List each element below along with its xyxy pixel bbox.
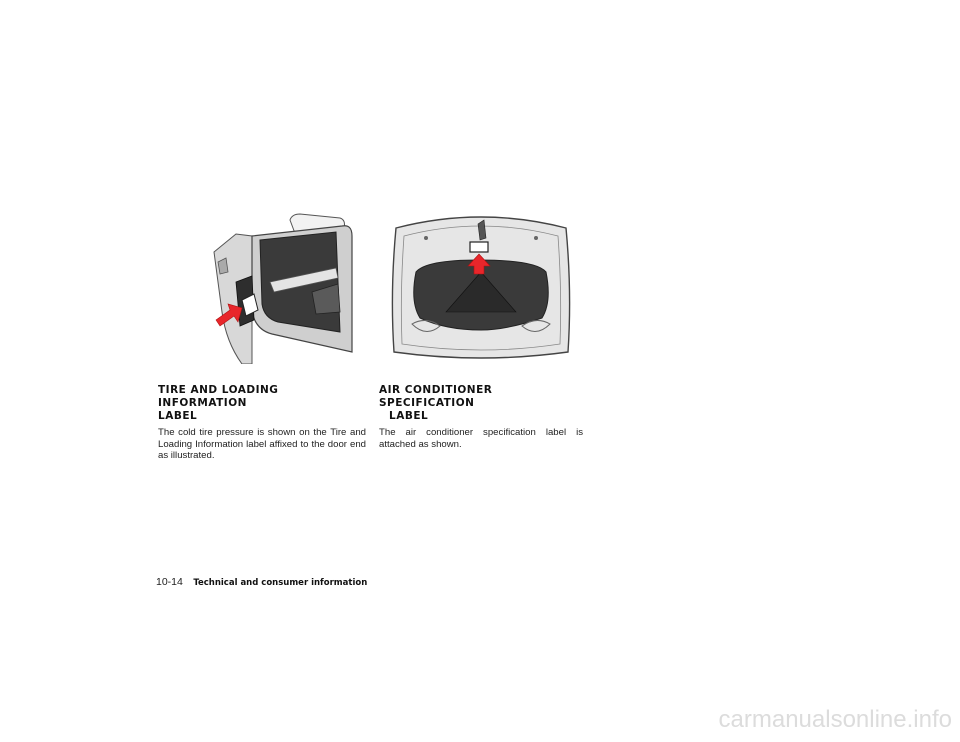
- page-footer: [156, 572, 367, 590]
- hood-label-illustration: [386, 212, 576, 362]
- ac-spec-section: [379, 384, 583, 450]
- door-label-illustration: [212, 212, 354, 364]
- ac-spec-body: The air conditioner specification label is attached as shown.: [379, 427, 583, 450]
- tire-loading-section: [158, 384, 366, 462]
- page-number: 10-14: [156, 576, 183, 588]
- ac-heading-line1: AIR CONDITIONER SPECIFICATION: [379, 384, 493, 409]
- tire-loading-body: The cold tire pressure is shown on the Tire and Loading Information label affixed to the door end as illustrated.: [158, 427, 366, 462]
- tire-loading-heading: [158, 384, 366, 423]
- tire-heading-line2: LABEL: [158, 410, 198, 422]
- page-section-title: Technical and consumer information: [193, 578, 368, 588]
- tire-heading-line1: TIRE AND LOADING INFORMATION: [158, 384, 279, 409]
- ac-heading-line2: LABEL: [389, 410, 429, 422]
- watermark: carmanualsonline.info: [718, 706, 952, 733]
- ac-spec-heading: [379, 384, 583, 423]
